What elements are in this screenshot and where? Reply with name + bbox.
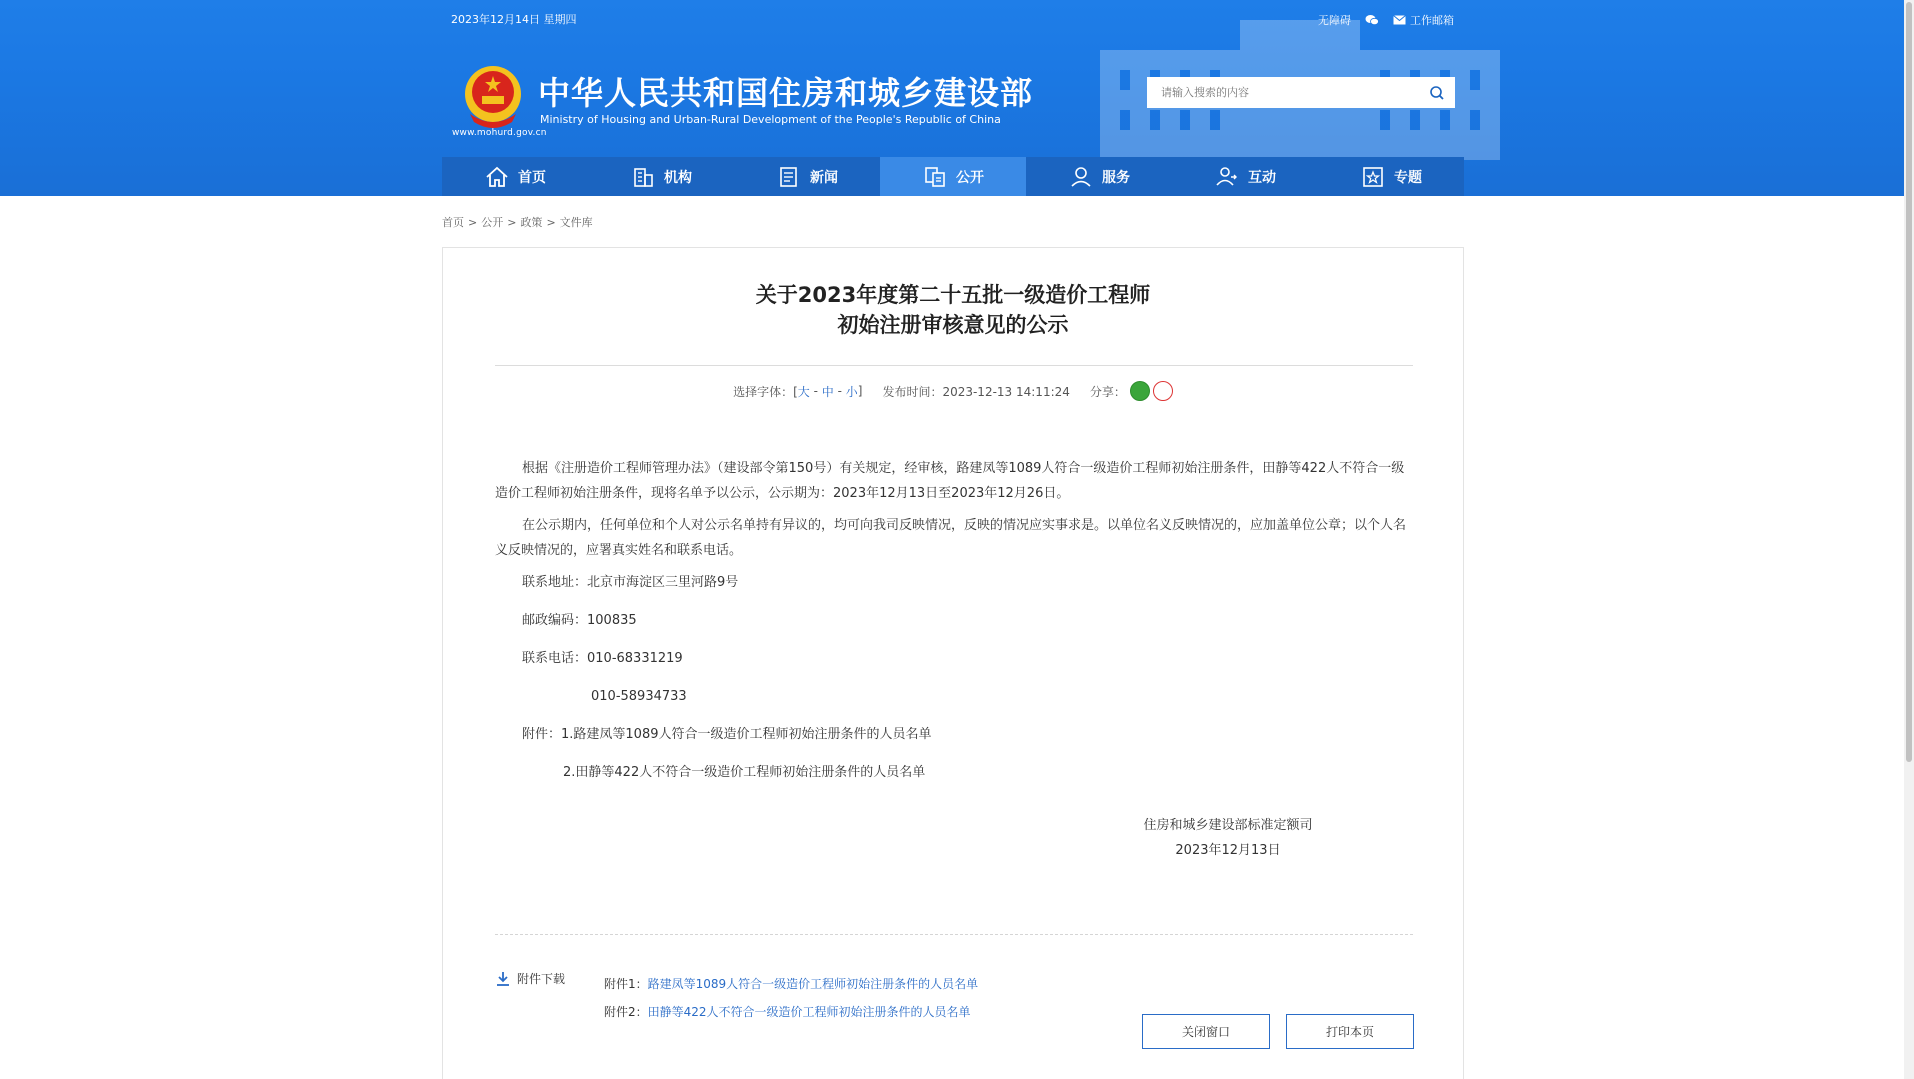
scrollbar-thumb[interactable] <box>1906 2 1912 762</box>
building-icon <box>630 165 656 189</box>
contact-phone-secondary: 010-58934733 <box>591 689 687 704</box>
nav-item-label: 公开 <box>956 169 984 186</box>
body-paragraph: 在公示期内，任何单位和个人对公示名单持有异议的，均可向我司反映情况，反映的情况应实事求是。以单位名义反映情况的，应加盖单位公章；以个人名义反映情况的，应署真实姓名和联系电话。 <box>495 518 1407 558</box>
site-title[interactable]: 中华人民共和国住房和城乡建设部 <box>538 74 1034 112</box>
open-icon <box>922 165 948 189</box>
nav-item-organization[interactable] <box>588 157 734 196</box>
search-box <box>1147 77 1455 108</box>
contact-phone: 联系电话：010-68331219 <box>522 651 683 666</box>
national-emblem-logo[interactable] <box>462 64 524 130</box>
download-icon <box>495 971 511 987</box>
nav-item-service[interactable] <box>1026 157 1172 196</box>
article-meta <box>443 381 1463 401</box>
signature <box>1123 813 1333 863</box>
accessibility-link[interactable]: 无障碍 <box>1318 14 1351 27</box>
contact-postcode: 邮政编码：100835 <box>522 613 637 628</box>
breadcrumb-item-policy[interactable]: 政策 <box>520 216 543 229</box>
attachment-prefix: 附件2： <box>604 1005 648 1019</box>
nav-item-label: 新闻 <box>810 169 838 186</box>
news-icon <box>776 165 802 189</box>
top-links <box>1318 12 1454 28</box>
breadcrumb-separator: > <box>468 216 478 229</box>
breadcrumb-separator: > <box>546 216 556 229</box>
attachment-line-1: 附件：1.路建凤等1089人符合一级造价工程师初始注册条件的人员名单 <box>522 727 932 742</box>
breadcrumb-item-home[interactable]: 首页 <box>442 216 464 229</box>
font-size-large[interactable]: 大 <box>797 384 810 399</box>
share-wechat-icon[interactable] <box>1130 381 1150 401</box>
download-section-label <box>495 970 565 987</box>
page-scrollbar[interactable] <box>1904 0 1914 1079</box>
font-size-medium[interactable]: 中 <box>821 384 834 399</box>
font-size-separator: - <box>833 384 846 398</box>
attachment-link-2[interactable]: 田静等422人不符合一级造价工程师初始注册条件的人员名单 <box>647 1005 971 1019</box>
share-weibo-icon[interactable] <box>1153 381 1173 401</box>
nav-item-label: 机构 <box>664 169 692 186</box>
article-body <box>495 456 1413 798</box>
font-select-label: 选择字体：[ <box>733 384 798 399</box>
attachment-list <box>604 970 978 1026</box>
nav-item-label: 首页 <box>518 169 546 186</box>
download-label: 附件下载 <box>517 972 566 986</box>
font-size-separator: - <box>809 384 822 398</box>
article-container <box>442 247 1464 1079</box>
breadcrumb-item-public[interactable]: 公开 <box>481 216 504 229</box>
close-window-button[interactable]: 关闭窗口 <box>1142 1014 1270 1049</box>
publish-time: 发布时间：2023-12-13 14:11:24 <box>882 384 1070 399</box>
attachment-prefix: 附件1： <box>604 977 648 991</box>
attachment-item <box>604 970 978 998</box>
home-icon <box>484 165 510 189</box>
site-subtitle: Ministry of Housing and Urban-Rural Development of the People's Republic of China <box>540 113 1001 126</box>
mailbox-label: 工作邮箱 <box>1410 14 1454 27</box>
share-label: 分享： <box>1089 384 1126 399</box>
mailbox-link[interactable] <box>1393 12 1454 28</box>
article-title-line2: 初始注册审核意见的公示 <box>837 313 1069 337</box>
nav-item-label: 专题 <box>1394 169 1422 186</box>
signature-org: 住房和城乡建设部标准定额司 <box>1143 818 1313 833</box>
nav-item-label: 服务 <box>1102 169 1130 186</box>
site-url: www.mohurd.gov.cn <box>452 128 547 138</box>
title-divider <box>495 365 1413 366</box>
signature-date: 2023年12月13日 <box>1175 843 1281 858</box>
font-size-small[interactable]: 小 <box>845 384 858 399</box>
nav-item-public[interactable] <box>880 157 1026 196</box>
attachment-line-2: 2.田静等422人不符合一级造价工程师初始注册条件的人员名单 <box>563 765 926 780</box>
print-page-button[interactable]: 打印本页 <box>1286 1014 1414 1049</box>
current-date: 2023年12月14日 星期四 <box>451 13 577 26</box>
contact-address: 联系地址：北京市海淀区三里河路9号 <box>522 575 739 590</box>
nav-item-topic[interactable] <box>1318 157 1464 196</box>
mail-icon <box>1393 15 1406 25</box>
download-divider <box>495 934 1413 935</box>
attachment-link-1[interactable]: 路建凤等1089人符合一级造价工程师初始注册条件的人员名单 <box>647 977 979 991</box>
attachment-item <box>604 998 978 1026</box>
breadcrumb-separator: > <box>507 216 517 229</box>
nav-item-home[interactable] <box>442 157 588 196</box>
search-input[interactable] <box>1147 77 1419 108</box>
nav-item-label: 互动 <box>1248 169 1276 186</box>
search-icon[interactable] <box>1419 77 1455 108</box>
service-icon <box>1068 165 1094 189</box>
font-select-end: ] <box>857 384 863 398</box>
nav-item-news[interactable] <box>734 157 880 196</box>
breadcrumb <box>442 214 593 230</box>
wechat-icon[interactable] <box>1365 14 1379 26</box>
main-nav <box>442 157 1464 196</box>
article-title-line1: 关于2023年度第二十五批一级造价工程师 <box>755 283 1151 307</box>
topic-icon <box>1360 165 1386 189</box>
nav-item-interact[interactable] <box>1172 157 1318 196</box>
breadcrumb-item-library[interactable]: 文件库 <box>559 216 593 229</box>
body-paragraph: 根据《注册造价工程师管理办法》（建设部令第150号）有关规定，经审核，路建凤等1089人符合一级造价工程师初始注册条件，田静等422人不符合一级造价工程师初始注册条件，现将名单予以公示，公示期为：2023年12月13日至2023年12月26日。 <box>495 461 1405 501</box>
interact-icon <box>1214 165 1240 189</box>
